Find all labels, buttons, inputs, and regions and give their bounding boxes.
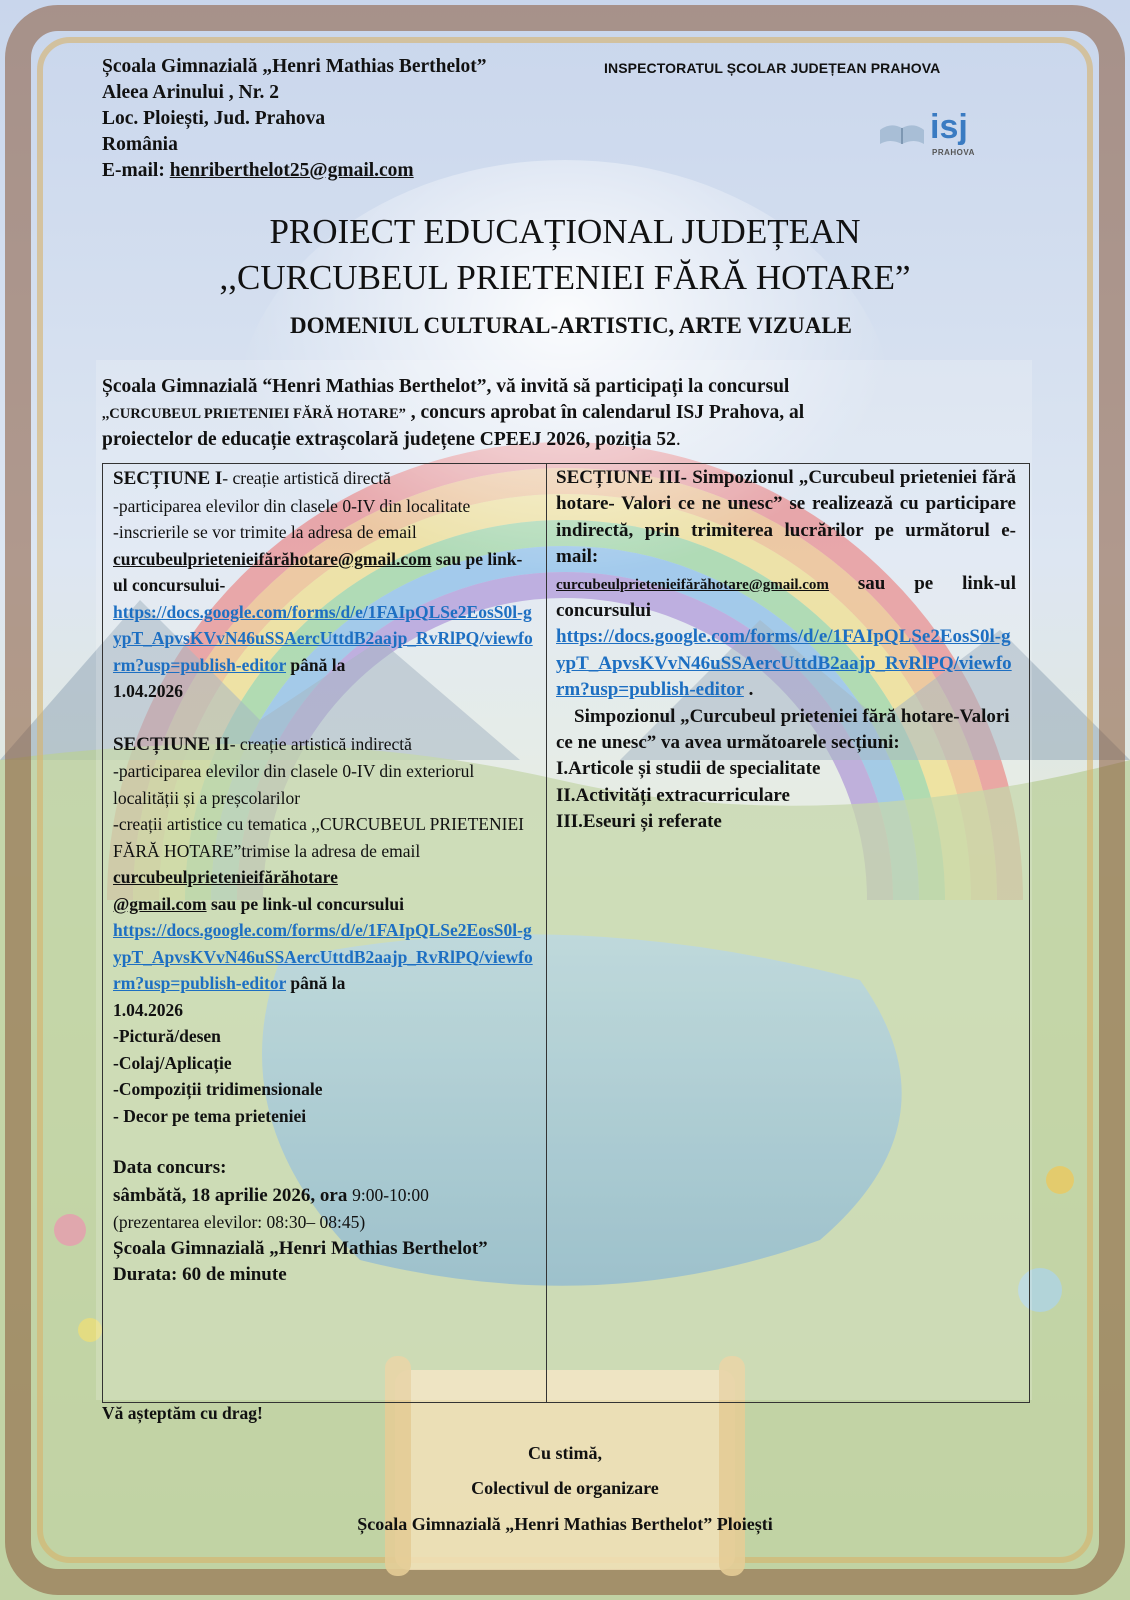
category-item: -Colaj/Aplicație — [113, 1052, 232, 1073]
section-2-email-line — [113, 891, 533, 918]
inspectorate-name: INSPECTORATUL ȘCOLAR JUDEȚEAN PRAHOVA — [604, 60, 941, 76]
category-item: - Decor pe tema prieteniei — [113, 1105, 307, 1126]
intro-line-2 — [102, 400, 992, 427]
contest-duration: Durata: 60 de minute — [113, 1264, 287, 1285]
section-1-desc: - creație artistică directă — [222, 468, 391, 488]
contest-date-value: sâmbătă, 18 aprilie 2026, ora — [113, 1184, 353, 1206]
school-email-link[interactable]: henriberthelot25@gmail.com — [169, 160, 414, 181]
section-2-email-link-b[interactable]: @gmail.com — [113, 893, 207, 914]
section-1-title: SECȚIUNE I — [113, 468, 223, 489]
intro-line-3 — [102, 427, 992, 453]
intro-calendar: proiectelor de educație extrașcolară județene CPEEJ 2026, poziția 52 — [102, 429, 676, 450]
contest-date-label: Data concurs: — [113, 1157, 227, 1178]
section-1-email-line — [113, 546, 533, 599]
section-1-form-line — [113, 599, 533, 679]
section-2-heading — [113, 731, 533, 759]
section-1-email-link[interactable]: curcubeulprietenieifărăhotare@gmail.com — [113, 548, 432, 569]
closing-school: Școala Gimnazială „Henri Mathias Berthelot” Ploiești — [357, 1514, 773, 1534]
intro-approval: , concurs aprobat în calendarul ISJ Prahova, al — [405, 402, 805, 423]
section-2-desc: - creație artistică indirectă — [229, 733, 412, 754]
intro-contest-name: ,,CURCUBEUL PRIETENIEI FĂRĂ HOTARE” — [102, 406, 406, 422]
closing-team: Colectivul de organizare — [471, 1478, 659, 1498]
section-2-email-link-a[interactable]: curcubeulprietenieifărăhotare — [113, 867, 338, 887]
school-address: Aleea Arinului , Nr. 2 — [102, 82, 279, 103]
school-contact-block — [102, 54, 487, 184]
section-3-form-line — [556, 624, 1016, 703]
section-3-sections-intro: Simpozionul „Curcubeul prieteniei fără hotare-Valori ce ne unesc” va avea următoarele secțiuni: — [556, 705, 1010, 754]
email-label: E-mail: — [102, 160, 170, 181]
section-2-participants: -participarea elevilor din clasele 0-IV din exteriorul localității și a preșcolarilor — [113, 761, 475, 808]
section-2-theme-line — [113, 811, 533, 891]
intro-line-1: Școala Gimnazială “Henri Mathias Berthelot”, vă invită să participați la concursul — [102, 376, 790, 397]
table-divider — [546, 464, 547, 1402]
project-title: PROIECT EDUCAȚIONAL JUDEȚEAN — [269, 212, 861, 251]
symposium-item: I.Articole și studii de specialitate — [556, 758, 821, 780]
contest-venue: Școala Gimnazială „Henri Mathias Berthelot” — [113, 1237, 488, 1259]
section-2-form-line — [113, 917, 533, 997]
section-2-theme: -creații artistice cu tematica ,,CURCUBEUL PRIETENIEI FĂRĂ HOTARE”trimise la adresa de email — [113, 814, 524, 861]
section-1-registration: -inscrierile se vor trimite la adresa de email — [113, 522, 417, 542]
right-column — [556, 465, 1016, 836]
school-name: Școala Gimnazială „Henri Mathias Berthelot” — [102, 56, 487, 77]
section-2-form-link[interactable]: https://docs.google.com/forms/d/e/1FAIpQLSe2EosS0l-gypT_ApvsKVvN46uSSAercUttdB2aajp_RvRlPQ/viewform?usp=publish-editor — [113, 920, 533, 993]
project-domain: DOMENIUL CULTURAL-ARTISTIC, ARTE VIZUALE — [290, 313, 853, 338]
section-3-form-link[interactable]: https://docs.google.com/forms/d/e/1FAIpQLSe2EosS0l-gypT_ApvsKVvN46uSSAercUttdB2aajp_RvRlPQ/viewform?usp=publish-editor — [556, 626, 1012, 701]
section-2-deadline-prefix: până la — [286, 973, 346, 993]
school-country: România — [102, 134, 178, 155]
contest-time: 9:00-10:00 — [352, 1184, 429, 1205]
section-3-or-link: sau pe link-ul concursului — [556, 572, 1016, 622]
symposium-item: II.Activități extracurriculare — [556, 784, 790, 806]
section-3-email-line — [556, 571, 1016, 625]
section-3-title: SECȚIUNE III — [556, 467, 681, 488]
category-item: -Pictură/desen — [113, 1026, 221, 1046]
section-3-intro: - Simpozionul „Curcubeul prieteniei fără hotare- Valori ce ne unesc” se realizează cu participare indirectă, prin trimiterea lucrărilor pe următorul e-mail: — [556, 467, 1016, 568]
section-1-form-link[interactable]: https://docs.google.com/forms/d/e/1FAIpQLSe2EosS0l-gypT_ApvsKVvN46uSSAercUttdB2aajp_RvRlPQ/viewform?usp=publish-editor — [113, 601, 533, 675]
intro-paragraph — [102, 374, 992, 453]
section-1-or-link: sau pe link-ul concursului- — [113, 548, 523, 595]
closing-regards: Cu stimă, — [527, 1443, 602, 1463]
section-1-deadline-prefix: până la — [286, 654, 346, 675]
section-2-title: SECȚIUNE II — [113, 733, 230, 755]
contest-date-line — [113, 1182, 533, 1210]
section-3-intro-block — [556, 465, 1016, 571]
intro-period: . — [675, 429, 681, 450]
closing-welcome: Vă așteptăm cu drag! — [102, 1403, 263, 1423]
left-column — [113, 465, 533, 1289]
logo-text: isj — [930, 108, 968, 146]
section-1-deadline: 1.04.2026 — [113, 681, 183, 701]
school-locality: Loc. Ploiești, Jud. Prahova — [102, 108, 326, 129]
isj-logo — [878, 108, 978, 160]
contest-presentation: (prezentarea elevilor: 08:30– 08:45) — [113, 1212, 366, 1232]
section-1-heading — [113, 465, 533, 493]
section-2-or-link: sau pe link-ul concursului — [206, 893, 404, 914]
section-3-email-link[interactable]: curcubeulprietenieifărăhotare@gmail.com — [556, 576, 829, 593]
logo-subtext: PRAHOVA — [932, 148, 975, 157]
section-3-link-end: . — [743, 679, 754, 701]
school-email-line — [102, 158, 487, 184]
section-1-participants: -participarea elevilor din clasele 0-IV din localitate — [113, 495, 471, 516]
section-2-deadline: 1.04.2026 — [113, 999, 183, 1020]
symposium-item: III.Eseuri și referate — [556, 811, 722, 833]
project-subtitle: ,,CURCUBEUL PRIETENIEI FĂRĂ HOTARE” — [219, 258, 911, 297]
category-item: -Compoziții tridimensionale — [113, 1079, 323, 1099]
